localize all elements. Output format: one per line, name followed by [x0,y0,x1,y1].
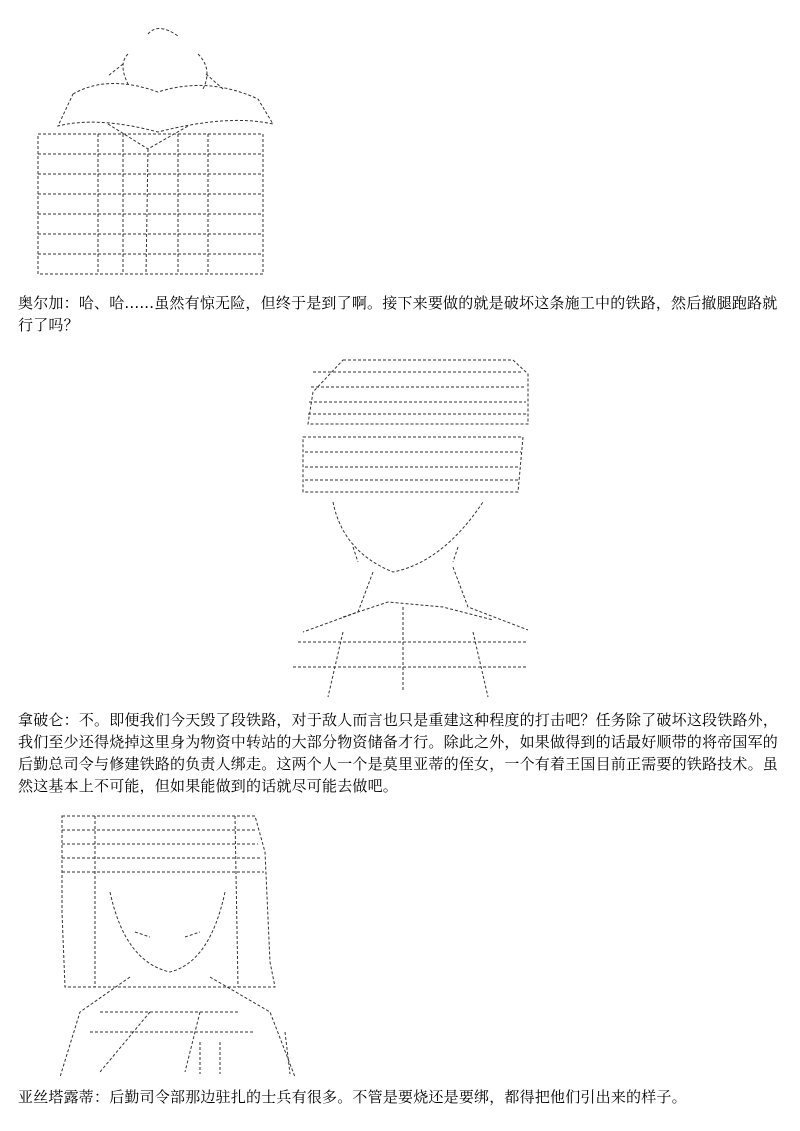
aa-character-illustration-1 [28,14,298,286]
dialogue-line-1 [18,292,790,336]
dialogue-text: 哈、哈......虽然有惊无险，但终于是到了啊。接下来要做的就是破坏这条施工中的铁路，然后撤腿跑路就行了吗？ [18,294,778,334]
speaker-separator: ： [63,294,79,312]
aa-character-illustration-3 [40,812,330,1082]
speaker-name: 奥尔加 [18,294,64,312]
aa-character-illustration-2 [283,352,543,702]
dialogue-line-2 [18,709,790,797]
speaker-separator: ： [63,711,79,729]
art-figure-1 [28,14,298,286]
speaker-name: 拿破仑 [18,711,64,729]
dialogue-text: 不。即便我们今天毁了段铁路，对于敌人而言也只是重建这种程度的打击吧？任务除了破坏这段铁路外，我们至少还得烧掉这里身为物资中转站的大部分物资储备才行。除此之外，如果做得到的话最好顺带的将帝国军的后勤总司令与修建铁路的负责人绑走。这两个人一个是莫里亚蒂的侄女，一个有着王国目前正需要的铁路技术。虽然这基本上不可能，但如果能做到的话就尽可能去做吧。 [18,711,779,795]
dialogue-text: 后勤司令部那边驻扎的士兵有很多。不管是要烧还是要绑，都得把他们引出来的样子。 [109,1088,687,1106]
speaker-separator: ： [94,1088,110,1106]
art-figure-2 [283,352,543,702]
art-figure-3 [40,812,330,1082]
dialogue-line-3 [18,1086,790,1108]
speaker-name: 亚丝塔露蒂 [18,1088,95,1106]
